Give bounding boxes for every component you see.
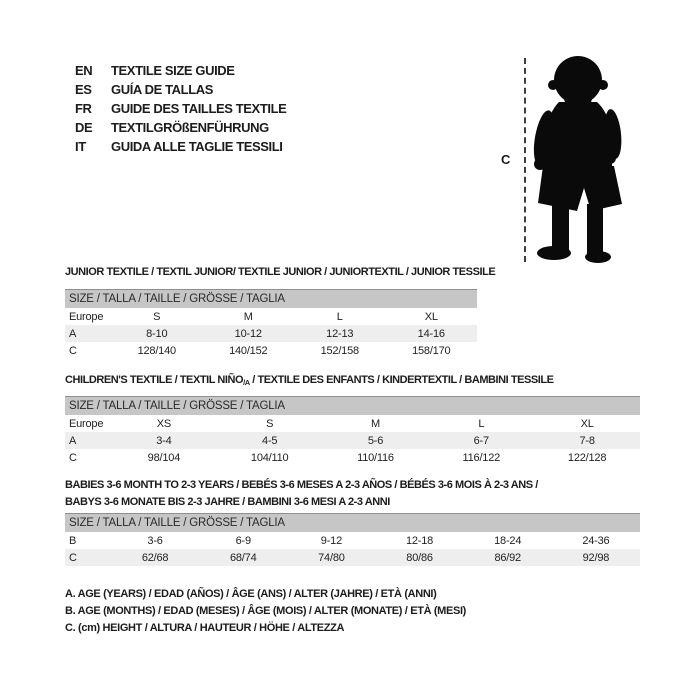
size-cell: 74/80 (318, 551, 345, 564)
children-title-subscript: /A (243, 378, 250, 387)
language-row (75, 61, 286, 80)
language-title-list (75, 61, 286, 156)
language-row (75, 118, 286, 137)
size-cell: L (478, 417, 485, 430)
row-label: A (69, 434, 77, 447)
size-header-bar: SIZE / TALLA / TAILLE / GRÖSSE / TAGLIA (65, 397, 640, 416)
size-header-bar: SIZE / TALLA / TAILLE / GRÖSSE / TAGLIA (65, 514, 640, 533)
size-cell: 110/116 (357, 451, 394, 464)
size-cell: 80/86 (406, 551, 433, 564)
size-cell: 62/68 (141, 551, 169, 564)
size-cell: 8-10 (146, 327, 168, 340)
language-title: GUIDE DES TAILLES TEXTILE (111, 101, 287, 116)
size-cell: 98/104 (147, 451, 181, 464)
size-cell: 116/122 (462, 451, 501, 464)
row-label: Europe (69, 310, 104, 323)
language-title: TEXTILGRÖßENFÜHRUNG (111, 120, 269, 135)
size-cell: 68/74 (229, 551, 257, 564)
size-cell: 86/92 (494, 551, 521, 564)
size-cell: 140/152 (229, 344, 268, 357)
row-label: A (69, 327, 77, 340)
size-cell: 6-7 (473, 434, 489, 447)
table-row (65, 325, 477, 342)
table-row (65, 342, 477, 359)
height-measure-dashed-line (524, 58, 526, 262)
language-code: IT (75, 139, 86, 154)
size-cell: 24-36 (582, 534, 610, 547)
language-row (75, 99, 286, 118)
size-cell: 6-9 (235, 534, 251, 547)
size-cell: 104/110 (250, 451, 289, 464)
size-cell: 4-5 (262, 434, 278, 447)
table-row (65, 308, 477, 325)
language-code: ES (75, 82, 92, 97)
legend-line-b: B. AGE (MONTHS) / EDAD (MESES) / ÂGE (MOIS) / ALTER (MONATE) / ETÀ (MESI) (65, 605, 466, 617)
row-label: C (69, 451, 77, 464)
table-row (65, 415, 640, 432)
babies-title-line: BABYS 3-6 MONATE BIS 2-3 JAHRE / BAMBINI 3-6 MESI A 2-3 ANNI (65, 496, 390, 508)
babies-table-title (65, 477, 538, 511)
size-cell: S (266, 417, 274, 430)
row-label: B (69, 534, 77, 547)
size-cell: 18-24 (494, 534, 522, 547)
junior-size-table (65, 289, 477, 359)
size-cell: M (371, 417, 380, 430)
children-size-table (65, 396, 640, 466)
row-label: C (69, 344, 77, 357)
size-cell: 122/128 (567, 451, 607, 464)
size-cell: 14-16 (417, 327, 445, 340)
language-title: GUIDA ALLE TAGLIE TESSILI (111, 139, 283, 154)
measurement-legend (65, 586, 466, 637)
language-code: DE (75, 120, 93, 135)
size-cell: 152/158 (320, 344, 359, 357)
legend-line-a: A. AGE (YEARS) / EDAD (AÑOS) / ÂGE (ANS) / ALTER (JAHRE) / ETÀ (ANNI) (65, 588, 437, 600)
table-row (65, 549, 640, 566)
size-cell: M (243, 310, 253, 323)
babies-title-line: BABIES 3-6 MONTH TO 2-3 YEARS / BEBÉS 3-6 MESES A 2-3 AÑOS / BÉBÉS 3-6 MOIS À 2-3 ANS / (65, 479, 538, 491)
size-cell: 158/170 (412, 344, 451, 357)
children-title-text: / TEXTILE DES ENFANTS / KINDERTEXTIL / BAMBINI TESSILE (249, 374, 554, 386)
height-marker-label: C (501, 152, 511, 167)
size-cell: 9-12 (320, 534, 342, 547)
size-cell: S (153, 310, 161, 323)
row-label: C (69, 551, 77, 564)
language-row (75, 137, 286, 156)
children-title-text: CHILDREN'S TEXTILE / TEXTIL NIÑO (65, 374, 244, 386)
babies-size-table (65, 513, 640, 566)
size-cell: 128/140 (137, 344, 176, 357)
language-row (75, 80, 286, 99)
language-code: FR (75, 101, 92, 116)
junior-table-title: JUNIOR TEXTILE / TEXTIL JUNIOR/ TEXTILE JUNIOR / JUNIORTEXTIL / JUNIOR TESSILE (65, 266, 496, 278)
table-row (65, 432, 640, 449)
size-cell: 12-18 (405, 534, 434, 547)
legend-line-c: C. (cm) HEIGHT / ALTURA / HAUTEUR / HÖHE / ALTEZZA (65, 622, 345, 634)
size-cell: 7-8 (579, 434, 595, 447)
size-cell: 3-6 (147, 534, 163, 547)
size-header-bar: SIZE / TALLA / TAILLE / GRÖSSE / TAGLIA (65, 290, 477, 309)
toddler-silhouette-icon (531, 54, 626, 264)
size-cell: 10-12 (234, 327, 262, 340)
size-cell: XL (580, 417, 594, 430)
size-cell: 5-6 (367, 434, 384, 447)
size-cell: 3-4 (156, 434, 172, 447)
size-cell: 92/98 (582, 551, 610, 564)
language-title: TEXTILE SIZE GUIDE (111, 63, 235, 78)
size-cell: 12-13 (326, 327, 354, 340)
size-cell: L (336, 310, 343, 323)
row-label: Europe (69, 417, 104, 430)
language-code: EN (75, 63, 93, 78)
children-table-title (65, 372, 554, 389)
size-cell: XS (156, 417, 172, 430)
table-row (65, 532, 640, 549)
size-cell: XL (424, 310, 438, 323)
table-row (65, 449, 640, 466)
language-title: GUÍA DE TALLAS (111, 82, 214, 97)
